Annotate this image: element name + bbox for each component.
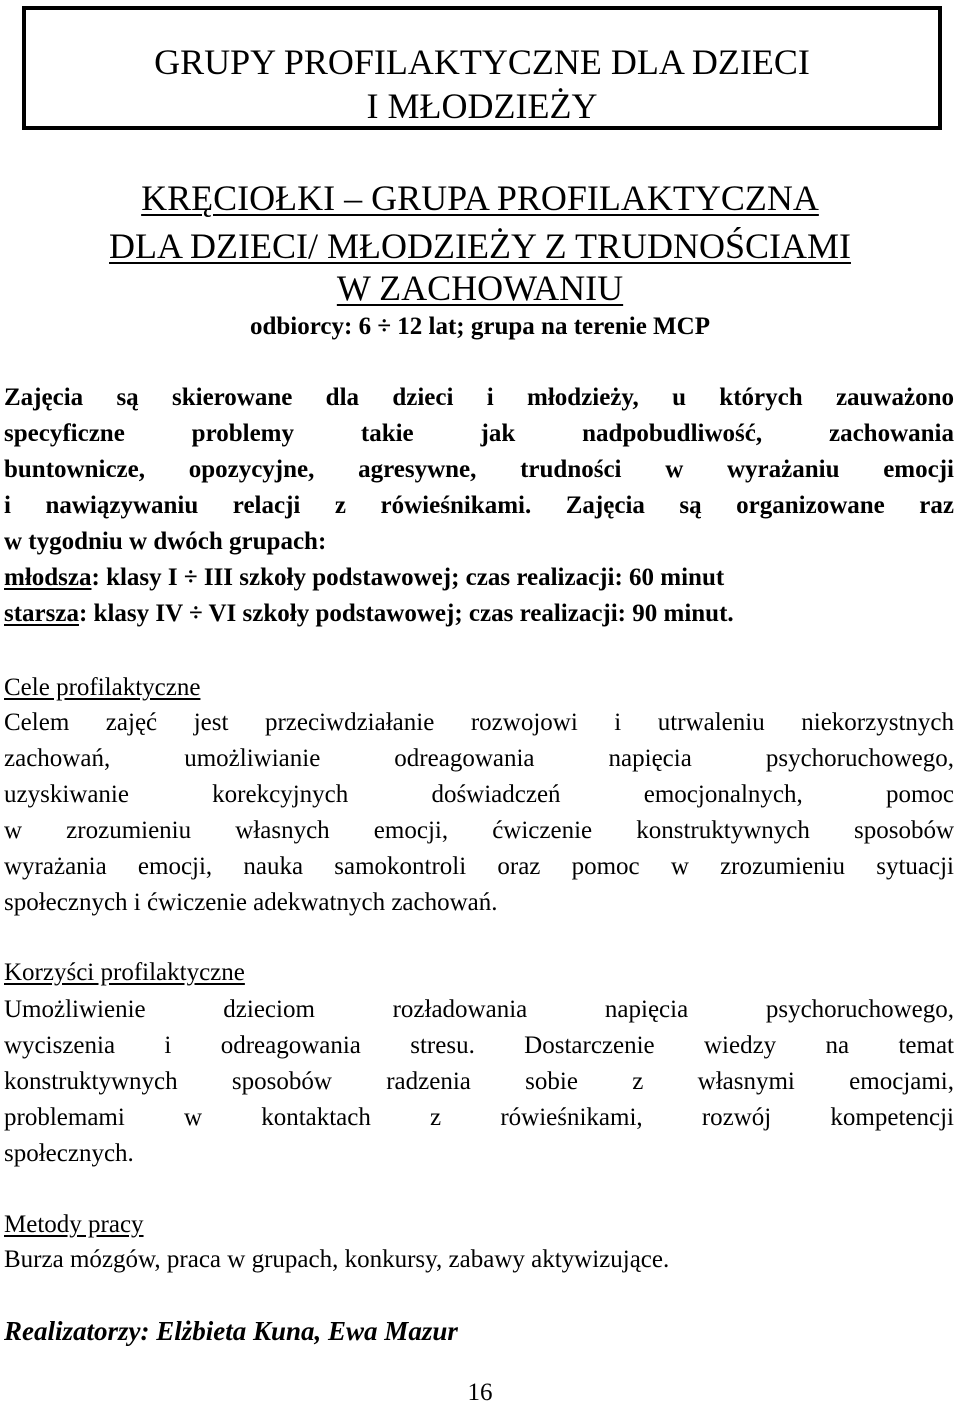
intro-line-1: Zajęcia są skierowane dla dzieci i młodzieży, u których zauważono	[4, 384, 954, 411]
younger-group-label: młodsza	[4, 564, 92, 591]
intro-line-2: specyficzne problemy takie jak nadpobudliwość, zachowania	[4, 420, 954, 447]
goals-line-5: wyrażania emocji, nauka samokontroli oraz pomoc w zrozumieniu sytuacji	[4, 853, 954, 880]
older-group-line	[4, 596, 954, 632]
benefits-heading: Korzyści profilaktyczne	[4, 959, 245, 986]
goals-line-2: zachowań, umożliwianie odreagowania napięcia psychoruchowego,	[4, 745, 954, 772]
group-heading-line-3: W ZACHOWANIU	[336, 268, 624, 308]
methods-heading: Metody pracy	[4, 1211, 144, 1238]
goals-heading: Cele profilaktyczne	[4, 674, 201, 701]
intro-line-3: buntownicze, opozycyjne, agresywne, trudności w wyrażaniu emocji	[4, 456, 954, 483]
recipients-line: odbiorcy: 6 ÷ 12 lat; grupa na terenie MCP	[250, 313, 710, 340]
older-group-label: starsza	[4, 600, 79, 627]
methods-text: Burza mózgów, praca w grupach, konkursy, zabawy aktywizujące.	[4, 1246, 670, 1273]
page-title-line-2: I MŁODZIEŻY	[366, 86, 598, 126]
younger-group-text: : klasy I ÷ III szkoły podstawowej; czas realizacji: 60 minut	[91, 564, 725, 591]
goals-line-1: Celem zajęć jest przeciwdziałanie rozwojowi i utrwaleniu niekorzystnych	[4, 709, 954, 736]
authors-line: Realizatorzy: Elżbieta Kuna, Ewa Mazur	[4, 1316, 458, 1346]
page-title-line-1: GRUPY PROFILAKTYCZNE DLA DZIECI	[154, 42, 810, 82]
page-number: 16	[467, 1379, 493, 1406]
benefits-line-4: problemami w kontaktach z rówieśnikami, rozwój kompetencji	[4, 1104, 954, 1131]
intro-line-4: i nawiązywaniu relacji z rówieśnikami. Zajęcia są organizowane raz	[4, 492, 954, 519]
younger-group-line	[4, 560, 954, 596]
group-heading-line-1: KRĘCIOŁKI – GRUPA PROFILAKTYCZNA	[141, 178, 819, 218]
benefits-line-2: wyciszenia i odreagowania stresu. Dostarczenie wiedzy na temat	[4, 1032, 954, 1059]
goals-line-3: uzyskiwanie korekcyjnych doświadczeń emocjonalnych, pomoc	[4, 781, 954, 808]
benefits-line-1: Umożliwienie dzieciom rozładowania napięcia psychoruchowego,	[4, 996, 954, 1023]
benefits-line-5: społecznych.	[4, 1140, 134, 1167]
group-heading-line-2: DLA DZIECI/ MŁODZIEŻY Z TRUDNOŚCIAMI	[109, 226, 851, 266]
title-box	[22, 6, 942, 130]
intro-line-5: w tygodniu w dwóch grupach:	[4, 528, 327, 555]
benefits-line-3: konstruktywnych sposobów radzenia sobie z własnymi emocjami,	[4, 1068, 954, 1095]
goals-line-4: w zrozumieniu własnych emocji, ćwiczenie konstruktywnych sposobów	[4, 817, 954, 844]
older-group-text: : klasy IV ÷ VI szkoły podstawowej; czas realizacji: 90 minut.	[78, 600, 734, 627]
goals-line-6: społecznych i ćwiczenie adekwatnych zachowań.	[4, 889, 498, 916]
